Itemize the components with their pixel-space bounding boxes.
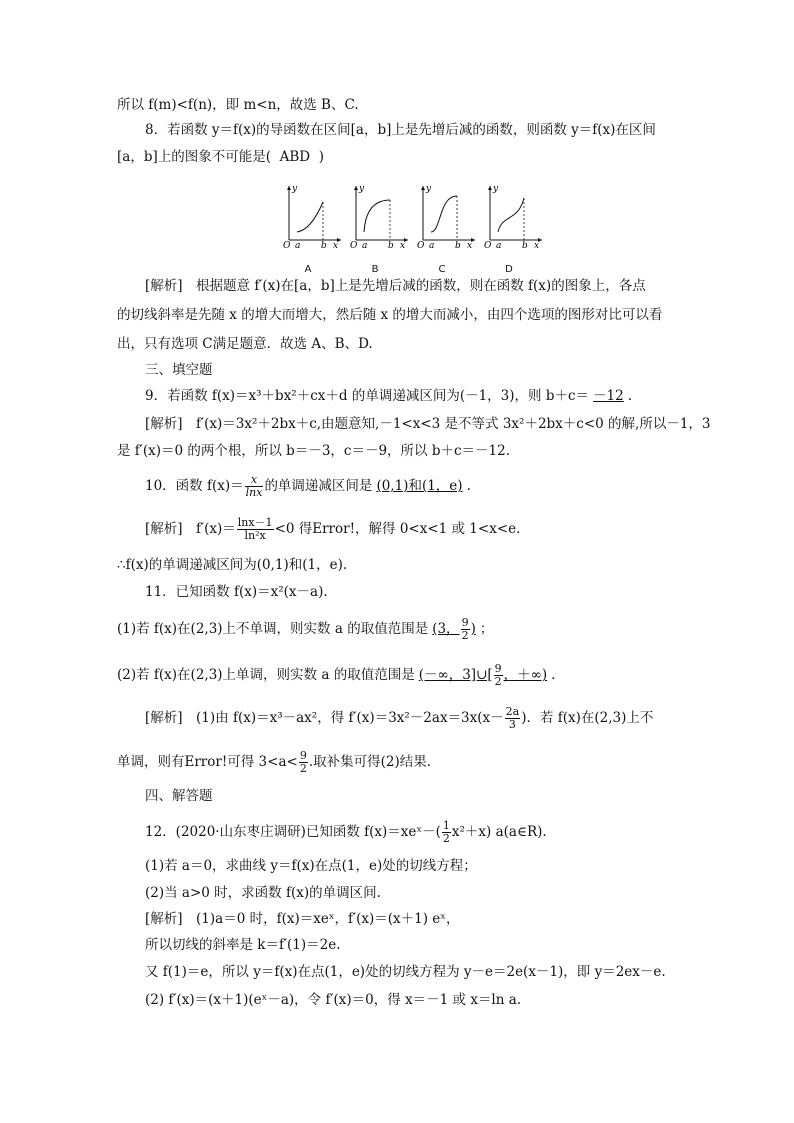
origin-label: O bbox=[283, 241, 291, 251]
b-label: b bbox=[388, 241, 394, 251]
question-12-1: (1)若 a＝0，求曲线 y＝f(x)在点(1，e)处的切线方程； bbox=[145, 858, 477, 874]
graph-option-c bbox=[417, 180, 477, 275]
option-a-label: A bbox=[304, 264, 312, 275]
origin-label: O bbox=[417, 241, 425, 251]
y-label: y bbox=[426, 184, 432, 194]
analysis-11-cont: 单调，则有Error!可得 3<a< $\frac{9}{2}$ .取补集可得(2)结果. bbox=[117, 749, 432, 775]
analysis-12: [解析] (1)a＝0 时，f(x)＝xeˣ，f′(x)＝(x＋1) eˣ， bbox=[145, 911, 460, 927]
answer-11-1: (3， $\frac{9}{2}$ ) bbox=[432, 616, 476, 642]
y-label: y bbox=[493, 184, 499, 194]
origin-label: O bbox=[350, 241, 358, 251]
question-12-2: (2)当 a>0 时，求函数 f(x)的单调区间. bbox=[145, 885, 381, 901]
question-11-1: (1)若 f(x)在(2,3)上不单调，则实数 a 的取值范围是 (3， $\frac{9}{2}$ ) ； bbox=[117, 616, 494, 642]
graph-option-b bbox=[350, 180, 410, 275]
question-9: 9．若函数 f(x)＝x³＋bx²＋cx＋d 的单调递减区间为(－1，3)，则 b＋c＝ －12 . bbox=[145, 388, 633, 404]
analysis-11: [解析] (1)由 f(x)＝x³－ax²，得 f′(x)＝3x²－2ax＝3x(x－ $\frac{2a}{3}$ )．若 f(x)在(2,3)上不 bbox=[145, 705, 654, 731]
graph-option-d bbox=[484, 180, 544, 275]
x-label: x bbox=[400, 241, 406, 251]
analysis-8-cont: 的切线斜率是先随 x 的增大而增大，然后随 x 的增大而减小，由四个选项的图形对比可以看 bbox=[117, 307, 663, 323]
text-line: 所以 f(m)<f(n)，即 m<n，故选 B、C. bbox=[117, 97, 359, 113]
option-graphs bbox=[283, 180, 548, 275]
analysis-12-cont: 所以切线的斜率是 k＝f′(1)＝2e. bbox=[145, 937, 341, 953]
analysis-12-cont: 又 f(1)＝e，所以 y＝f(x)在点(1，e)处的切线方程为 y－e＝2e(x－1)，即 y＝2ex－e. bbox=[145, 964, 666, 980]
option-b-label: B bbox=[371, 264, 379, 275]
analysis-9: [解析] f′(x)＝3x²＋2bx＋c,由题意知,－1<x<3 是不等式 3x²＋2bx＋c<0 的解,所以－1，3 bbox=[145, 416, 711, 432]
graph-a-icon bbox=[283, 180, 343, 258]
graph-option-a bbox=[283, 180, 343, 275]
analysis-9-cont: 是 f′(x)＝0 的两个根，所以 b＝－3，c＝－9，所以 b＋c＝－12. bbox=[117, 443, 511, 459]
section-heading: 三、填空题 bbox=[145, 362, 213, 378]
origin-label: O bbox=[484, 241, 492, 251]
y-label: y bbox=[292, 184, 298, 194]
question-8-cont: [a，b]上的图象不可能是( ABD ) bbox=[117, 149, 324, 165]
a-label: a bbox=[295, 241, 301, 251]
option-d-label: D bbox=[505, 264, 513, 275]
question-10: 10．函数 f(x)＝ $\frac{x}{\ln x}$ 的单调递减区间是 (0,1)和(1，e) . bbox=[145, 473, 471, 499]
question-11: 11．已知函数 f(x)＝x²(x－a). bbox=[145, 584, 328, 600]
section-heading: 四、解答题 bbox=[145, 788, 213, 804]
option-c-label: C bbox=[438, 264, 446, 275]
answer-9: －12 bbox=[593, 388, 624, 404]
fraction: $\frac{\ln x-1}{\text{ln²x}}$ bbox=[237, 516, 273, 542]
answer-8: ABD bbox=[279, 149, 311, 165]
x-label: x bbox=[333, 241, 339, 251]
x-label: x bbox=[467, 241, 473, 251]
y-label: y bbox=[359, 184, 365, 194]
analysis-8-cont: 出，只有选项 C满足题意．故选 A、B、D. bbox=[117, 336, 373, 352]
a-label: a bbox=[496, 241, 502, 251]
graph-b-icon bbox=[350, 180, 410, 258]
a-label: a bbox=[362, 241, 368, 251]
answer-10: (0,1)和(1，e) bbox=[376, 478, 463, 494]
fraction: $\frac{x}{\ln x}$ bbox=[245, 473, 263, 499]
analysis-10: [解析] f′(x)＝ $\frac{\ln x-1}{\text{ln²x}}$ <0 得Error!，解得 0<x<1 或 1<x<e. bbox=[145, 516, 521, 542]
analysis-8: [解析] 根据题意 f′(x)在[a，b]上是先增后减的函数，则在函数 f(x)的图象上，各点 bbox=[145, 278, 646, 294]
question-12: 12．(2020·山东枣庄调研)已知函数 f(x)＝xeˣ－( $\frac{1}{2}$ x²＋x) a(a∈R). bbox=[145, 819, 547, 845]
analysis-10-cont: ∴f(x)的单调递减区间为(0,1)和(1，e). bbox=[117, 557, 348, 573]
question-8: 8．若函数 y＝f(x)的导函数在区间[a，b]上是先增后减的函数，则函数 y＝f(x)在区间 bbox=[145, 122, 656, 138]
b-label: b bbox=[321, 241, 327, 251]
answer-11-2: (－∞，3]∪[ $\frac{9}{2}$ ，＋∞) bbox=[418, 662, 548, 688]
graph-d-icon bbox=[484, 180, 544, 258]
b-label: b bbox=[522, 241, 528, 251]
b-label: b bbox=[455, 241, 461, 251]
analysis-12-cont: (2) f′(x)＝(x＋1)(eˣ－a)，令 f′(x)＝0，得 x＝－1 或 x＝ln a. bbox=[145, 992, 522, 1008]
a-label: a bbox=[429, 241, 435, 251]
question-11-2: (2)若 f(x)在(2,3)上单调，则实数 a 的取值范围是 (－∞，3]∪[ $\frac{9}{2}$ ，＋∞) . bbox=[117, 662, 556, 688]
graph-c-icon bbox=[417, 180, 477, 258]
x-label: x bbox=[534, 241, 540, 251]
